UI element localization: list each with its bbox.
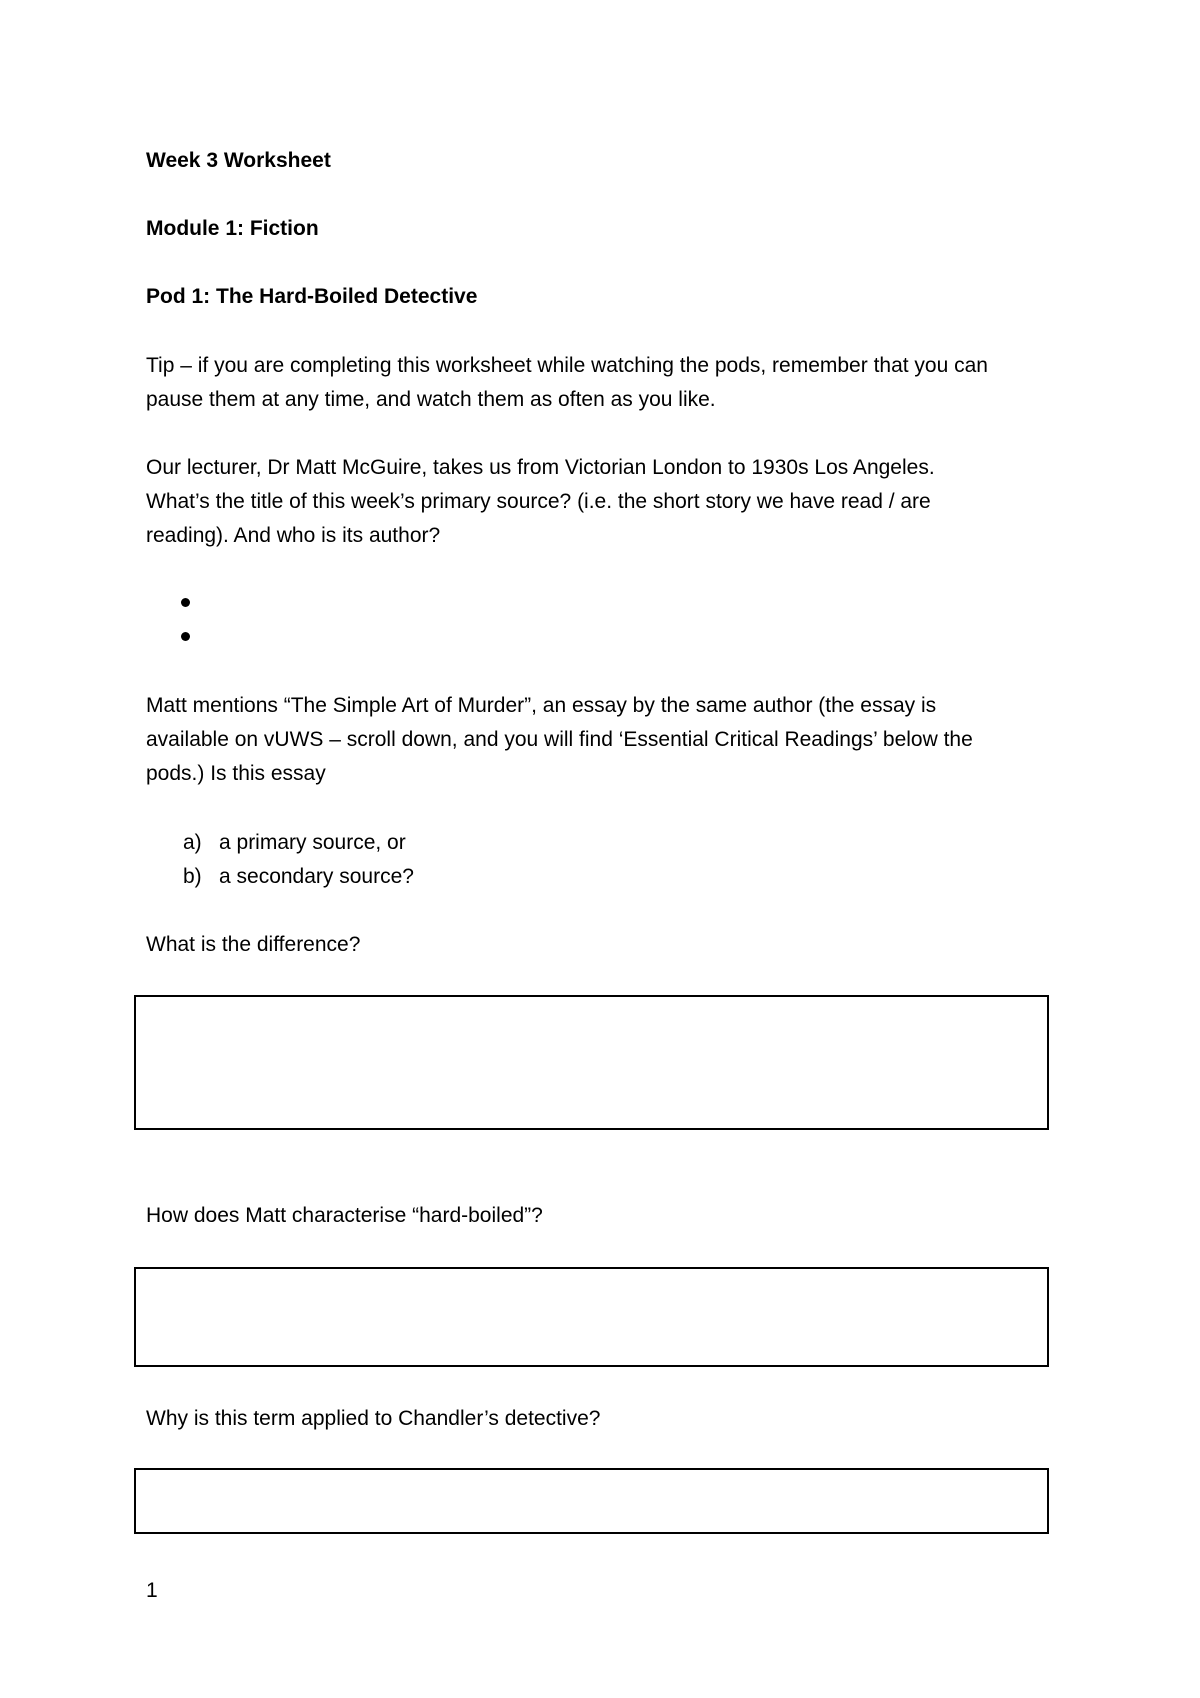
option-a-marker: a) xyxy=(183,831,202,854)
intro-line-3: reading). And who is its author? xyxy=(146,524,441,547)
answer-box-difference[interactable] xyxy=(134,995,1049,1130)
question-chandler: Why is this term applied to Chandler’s detective? xyxy=(146,1407,601,1430)
tip-line-1: Tip – if you are completing this worksheet while watching the pods, remember that you can xyxy=(146,354,988,377)
essay-line-1: Matt mentions “The Simple Art of Murder”, an essay by the same author (the essay is xyxy=(146,694,937,717)
intro-line-1: Our lecturer, Dr Matt McGuire, takes us from Victorian London to 1930s Los Angeles. xyxy=(146,456,935,479)
bullet-author xyxy=(181,632,190,641)
question-hard-boiled: How does Matt characterise “hard-boiled”? xyxy=(146,1204,543,1227)
option-a-text: a primary source, or xyxy=(219,831,406,854)
tip-line-2: pause them at any time, and watch them as often as you like. xyxy=(146,388,716,411)
bullet-title xyxy=(181,598,190,607)
module-heading: Module 1: Fiction xyxy=(146,217,319,240)
answer-box-hard-boiled[interactable] xyxy=(134,1267,1049,1367)
pod-heading: Pod 1: The Hard-Boiled Detective xyxy=(146,285,478,308)
option-b-marker: b) xyxy=(183,865,202,888)
worksheet-title: Week 3 Worksheet xyxy=(146,149,331,172)
essay-line-3: pods.) Is this essay xyxy=(146,762,326,785)
intro-line-2: What’s the title of this week’s primary source? (i.e. the short story we have read / are xyxy=(146,490,931,513)
answer-box-chandler[interactable] xyxy=(134,1468,1049,1534)
question-difference: What is the difference? xyxy=(146,933,361,956)
essay-line-2: available on vUWS – scroll down, and you will find ‘Essential Critical Readings’ below the xyxy=(146,728,973,751)
option-b-text: a secondary source? xyxy=(219,865,414,888)
page-number: 1 xyxy=(146,1579,158,1602)
